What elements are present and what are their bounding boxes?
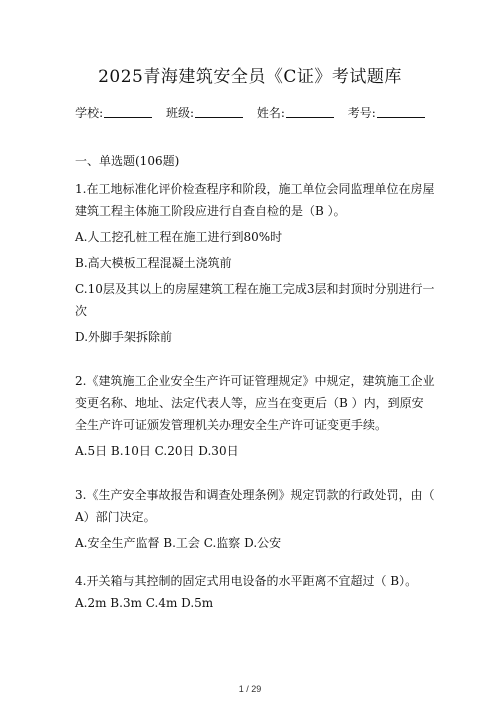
option-a: A.人工挖孔桩工程在施工进行到80%时: [75, 230, 283, 244]
section-heading: 一、单选题(106题): [75, 154, 180, 168]
question-2: [75, 370, 435, 462]
spacer: [75, 462, 435, 484]
field-school-label: 学校:: [75, 106, 104, 120]
field-name-blank: [286, 117, 334, 118]
field-school: [75, 106, 152, 120]
question-text: 1.在工地标准化评价检查程序和阶段，施工单位会同监理单位在房屋建筑工程主体施工阶段应进行自查自检的是（B ）。: [75, 182, 435, 218]
document-title: 2025青海建筑安全员《C证》考试题库: [98, 67, 402, 87]
field-class: [166, 106, 243, 120]
field-class-blank: [195, 117, 243, 118]
spacer: [75, 348, 435, 370]
question-text: 3.《生产安全事故报告和调查处理条例》规定罚款的行政处罚，由（ A）部门决定。: [75, 488, 435, 524]
field-name-label: 姓名:: [256, 106, 285, 120]
field-school-blank: [104, 117, 152, 118]
options-line: A.安全生产监督 B.工会 C.监察 D.公安: [75, 536, 282, 550]
field-exam-number-blank: [377, 117, 425, 118]
question-text: 2.《建筑施工企业安全生产许可证管理规定》中规定，建筑施工企业变更名称、地址、法定代表人等，应当在变更后（B ）内，到原安全生产许可证颁发管理机关办理安全生产许可证变更手续。: [75, 374, 435, 432]
question-list: [75, 150, 435, 614]
question-1: [75, 178, 435, 348]
options-line: A.5日 B.10日 C.20日 D.30日: [75, 444, 239, 458]
question-3: [75, 484, 435, 554]
option-c: C.10层及其以上的房屋建筑工程在施工完成3层和封顶时分别进行一次: [75, 282, 435, 318]
field-exam-number-label: 考号:: [347, 106, 376, 120]
student-info-fields: [0, 104, 500, 121]
options-line: A.2m B.3m C.4m D.5m: [75, 596, 214, 610]
spacer: [75, 554, 435, 570]
field-exam-number: [348, 106, 425, 120]
field-class-label: 班级:: [166, 106, 195, 120]
question-4: [75, 570, 435, 614]
question-text: 4.开关箱与其控制的固定式用电设备的水平距离不宜超过（ B）。: [75, 574, 418, 588]
page-number: 1 / 29: [238, 684, 262, 694]
field-name: [257, 106, 334, 120]
option-b: B.高大模板工程混凝土浇筑前: [75, 256, 232, 270]
option-d: D.外脚手架拆除前: [75, 330, 173, 344]
